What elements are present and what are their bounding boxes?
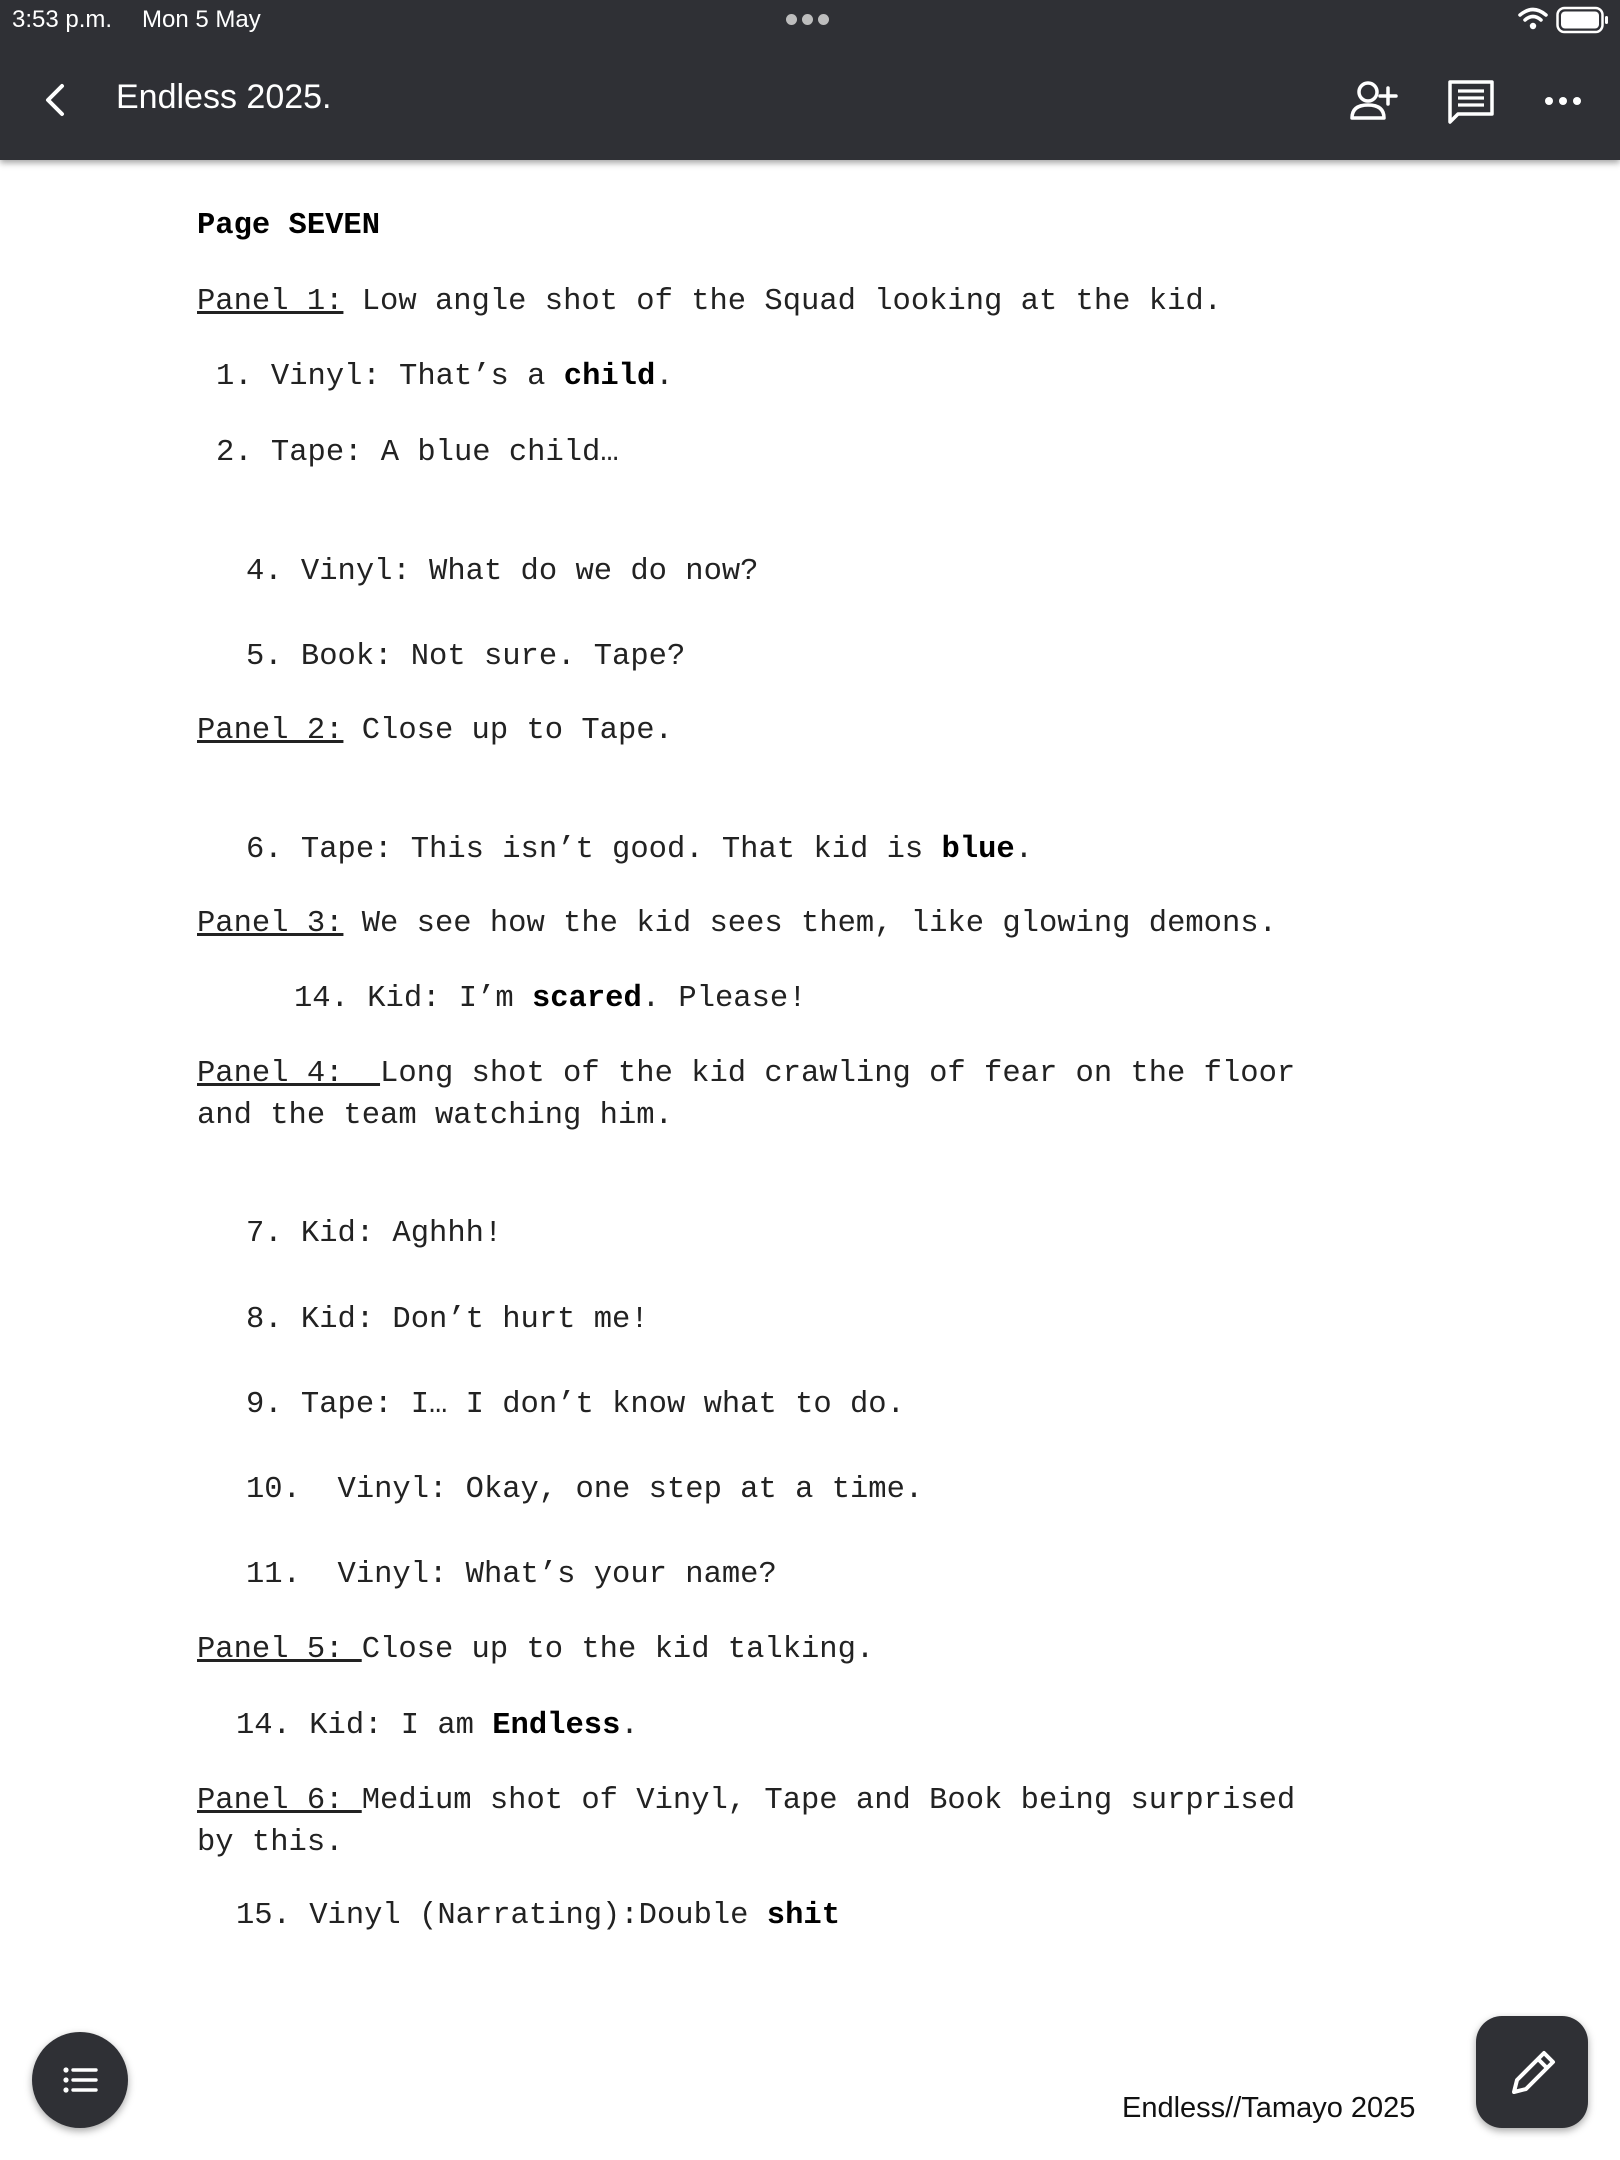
panel-label: Panel 6:	[197, 1784, 362, 1818]
dialogue-line: 8. Kid: Don’t hurt me!	[246, 1303, 649, 1337]
dialogue-line: 4. Vinyl: What do we do now?	[246, 555, 759, 589]
page-footer: Endless//Tamayo 2025	[1122, 2092, 1416, 2124]
edit-button[interactable]	[1476, 2016, 1588, 2128]
panel-6	[197, 1780, 1295, 1822]
dialogue-emphasis: child	[563, 360, 656, 394]
panel-label: Panel 3:	[197, 907, 344, 941]
dialogue-text: 6. Tape: This isn’t good. That kid is	[246, 833, 942, 867]
panel-1	[197, 281, 1222, 323]
dialogue-emphasis: scared	[531, 982, 642, 1016]
document-page	[0, 160, 1620, 2160]
panel-description-continued: by this.	[197, 1826, 344, 1860]
dialogue-text: .	[1014, 833, 1034, 867]
panel-label: Panel 4:	[197, 1057, 381, 1091]
dialogue-emphasis: blue	[941, 833, 1015, 867]
dialogue-line	[294, 978, 807, 1020]
document-title: Endless 2025.	[116, 78, 332, 116]
panel-label: Panel 2:	[197, 714, 344, 748]
dialogue-text: 14. Kid: I’m	[294, 982, 532, 1016]
panel-description-continued: and the team watching him.	[197, 1099, 673, 1133]
back-chevron-icon[interactable]	[36, 76, 76, 124]
dialogue-line: 7. Kid: Aghhh!	[246, 1217, 503, 1251]
app-toolbar	[0, 0, 1620, 160]
comment-icon[interactable]	[1444, 76, 1498, 126]
list-outline-icon	[32, 2032, 128, 2128]
dialogue-line: 11. Vinyl: What’s your name?	[246, 1558, 777, 1592]
status-time: 3:53 p.m.	[12, 6, 113, 33]
status-date: Mon 5 May	[142, 6, 261, 33]
more-horizontal-icon[interactable]	[1536, 76, 1590, 126]
panel-description: Close up to the kid talking.	[361, 1633, 875, 1667]
dialogue-emphasis: Endless	[492, 1709, 621, 1743]
panel-description: Close up to Tape.	[343, 714, 673, 748]
panel-description: Long shot of the kid crawling of fear on the floor	[380, 1057, 1296, 1091]
page-heading: Page SEVEN	[197, 209, 381, 243]
dialogue-text: 14. Kid: I am	[236, 1709, 493, 1743]
dialogue-line: 10. Vinyl: Okay, one step at a time.	[246, 1473, 924, 1507]
dialogue-text: .	[620, 1709, 639, 1743]
dialogue-text: 1. Vinyl: That’s a	[216, 360, 564, 394]
panel-5	[197, 1629, 874, 1671]
panel-description: Medium shot of Vinyl, Tape and Book being surprised	[361, 1784, 1296, 1818]
multitasking-dots-icon[interactable]	[786, 12, 834, 26]
dialogue-line: 9. Tape: I… I don’t know what to do.	[246, 1388, 905, 1422]
panel-description: Low angle shot of the Squad looking at the kid.	[343, 285, 1222, 319]
dialogue-line: 2. Tape: A blue child…	[216, 436, 619, 470]
person-add-icon[interactable]	[1346, 76, 1400, 126]
panel-description: We see how the kid sees them, like glowing demons.	[343, 907, 1277, 941]
pencil-edit-icon	[1476, 2016, 1588, 2128]
dialogue-line	[236, 1895, 840, 1937]
panel-4	[197, 1053, 1295, 1095]
dialogue-line	[216, 356, 674, 398]
document-outline-button[interactable]	[32, 2032, 128, 2128]
dialogue-text: .	[655, 360, 674, 394]
panel-3	[197, 903, 1277, 945]
wifi-icon	[1518, 6, 1548, 32]
battery-icon	[1556, 6, 1610, 34]
dialogue-text: 15. Vinyl (Narrating):Double	[236, 1899, 767, 1933]
dialogue-line	[246, 829, 1033, 871]
panel-label: Panel 1:	[197, 285, 344, 319]
dialogue-line: 5. Book: Not sure. Tape?	[246, 640, 686, 674]
dialogue-text: . Please!	[641, 982, 807, 1016]
panel-2	[197, 710, 673, 752]
dialogue-emphasis: shit	[766, 1899, 841, 1933]
dialogue-line	[236, 1705, 639, 1747]
panel-label: Panel 5:	[197, 1633, 362, 1667]
